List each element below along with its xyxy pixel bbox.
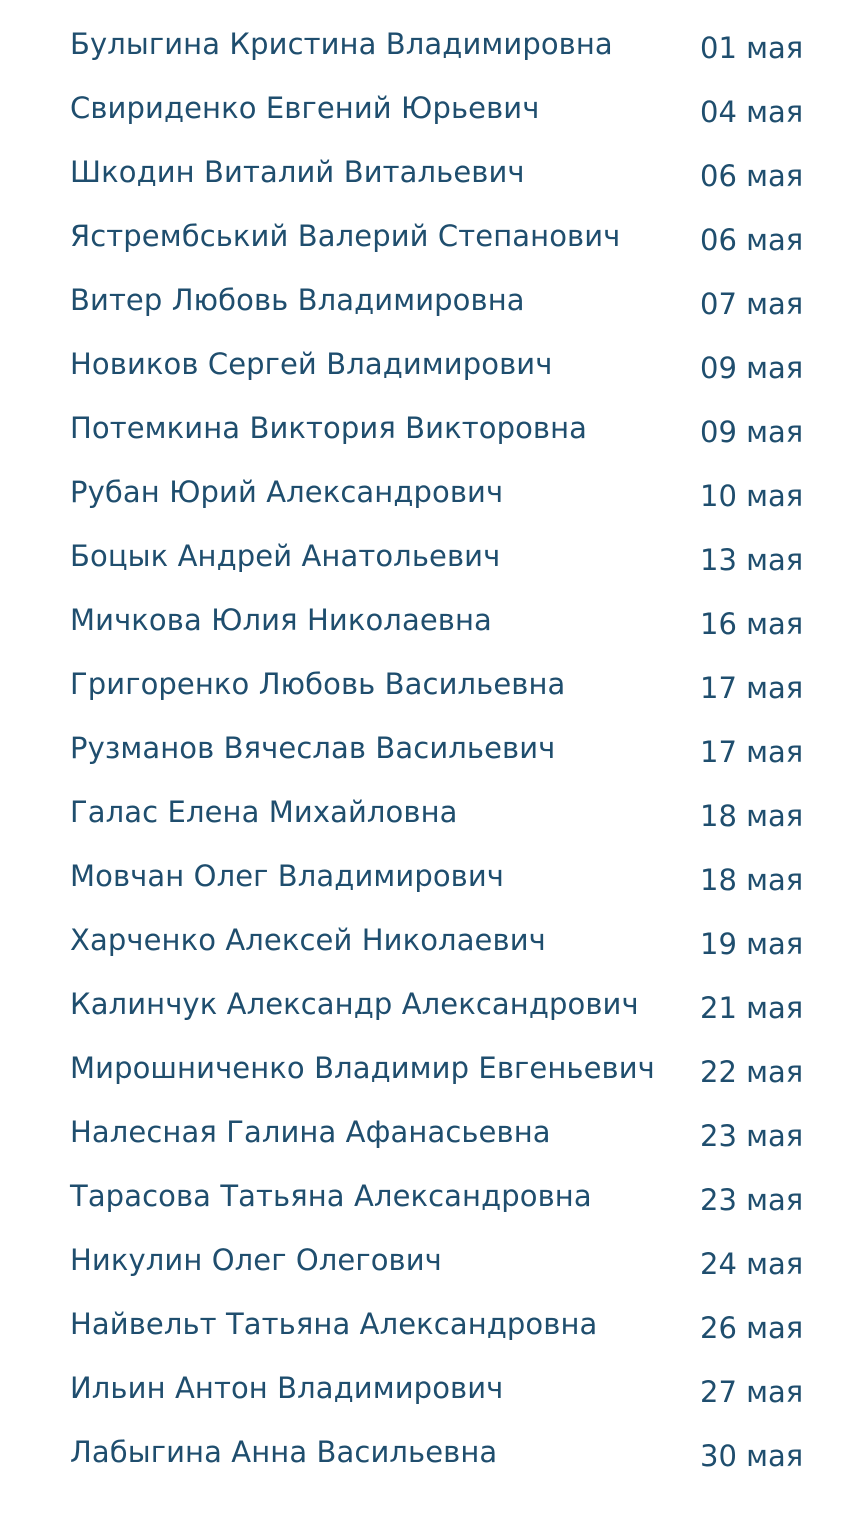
list-item [0, 1294, 855, 1358]
person-name: Ястрембський Валерий Степанович [70, 219, 621, 253]
person-name: Булыгина Кристина Владимировна [70, 27, 613, 61]
birthday-date: 16 мая [700, 607, 804, 641]
person-name: Свириденко Евгений Юрьевич [70, 91, 540, 125]
list-item [0, 846, 855, 910]
birthday-date: 23 мая [700, 1119, 804, 1153]
list-item [0, 398, 855, 462]
list-item [0, 1358, 855, 1422]
birthday-date: 07 мая [700, 287, 804, 321]
person-name: Мирошниченко Владимир Евгеньевич [70, 1051, 655, 1085]
birthday-date: 21 мая [700, 991, 804, 1025]
birthday-date: 01 мая [700, 31, 804, 65]
person-name: Потемкина Виктория Викторовна [70, 411, 588, 445]
birthday-date: 17 мая [700, 671, 804, 705]
person-name: Боцык Андрей Анатольевич [70, 539, 501, 573]
birthday-date: 23 мая [700, 1183, 804, 1217]
birthday-date: 30 мая [700, 1439, 804, 1473]
list-item [0, 1230, 855, 1294]
list-item [0, 1422, 855, 1486]
birthday-date: 10 мая [700, 479, 804, 513]
person-name: Харченко Алексей Николаевич [70, 923, 546, 957]
person-name: Галас Елена Михайловна [70, 795, 458, 829]
person-name: Рубан Юрий Александрович [70, 475, 504, 509]
list-item [0, 1102, 855, 1166]
list-item [0, 654, 855, 718]
list-item [0, 14, 855, 78]
birthday-date: 06 мая [700, 159, 804, 193]
list-item [0, 270, 855, 334]
person-name: Новиков Сергей Владимирович [70, 347, 553, 381]
birthday-date: 24 мая [700, 1247, 804, 1281]
list-item [0, 782, 855, 846]
birthday-date: 22 мая [700, 1055, 804, 1089]
person-name: Тарасова Татьяна Александровна [70, 1179, 592, 1213]
birthday-date: 27 мая [700, 1375, 804, 1409]
birthday-list [0, 14, 855, 1486]
list-item [0, 910, 855, 974]
list-item [0, 526, 855, 590]
list-item [0, 334, 855, 398]
list-item [0, 974, 855, 1038]
birthday-date: 04 мая [700, 95, 804, 129]
person-name: Калинчук Александр Александрович [70, 987, 639, 1021]
list-item [0, 462, 855, 526]
list-item [0, 78, 855, 142]
person-name: Налесная Галина Афанасьевна [70, 1115, 551, 1149]
person-name: Рузманов Вячеслав Васильевич [70, 731, 556, 765]
birthday-date: 19 мая [700, 927, 804, 961]
birthday-date: 26 мая [700, 1311, 804, 1345]
person-name: Мовчан Олег Владимирович [70, 859, 505, 893]
person-name: Никулин Олег Олегович [70, 1243, 442, 1277]
person-name: Найвельт Татьяна Александровна [70, 1307, 598, 1341]
list-item [0, 1038, 855, 1102]
birthday-date: 18 мая [700, 799, 804, 833]
birthday-date: 09 мая [700, 415, 804, 449]
birthday-date: 18 мая [700, 863, 804, 897]
person-name: Мичкова Юлия Николаевна [70, 603, 492, 637]
birthday-date: 09 мая [700, 351, 804, 385]
list-item [0, 590, 855, 654]
list-item [0, 206, 855, 270]
person-name: Григоренко Любовь Васильевна [70, 667, 566, 701]
person-name: Лабыгина Анна Васильевна [70, 1435, 498, 1469]
person-name: Витер Любовь Владимировна [70, 283, 525, 317]
list-item [0, 718, 855, 782]
person-name: Шкодин Виталий Витальевич [70, 155, 525, 189]
birthday-date: 17 мая [700, 735, 804, 769]
list-item [0, 1166, 855, 1230]
birthday-date: 13 мая [700, 543, 804, 577]
list-item [0, 142, 855, 206]
person-name: Ильин Антон Владимирович [70, 1371, 504, 1405]
birthday-date: 06 мая [700, 223, 804, 257]
